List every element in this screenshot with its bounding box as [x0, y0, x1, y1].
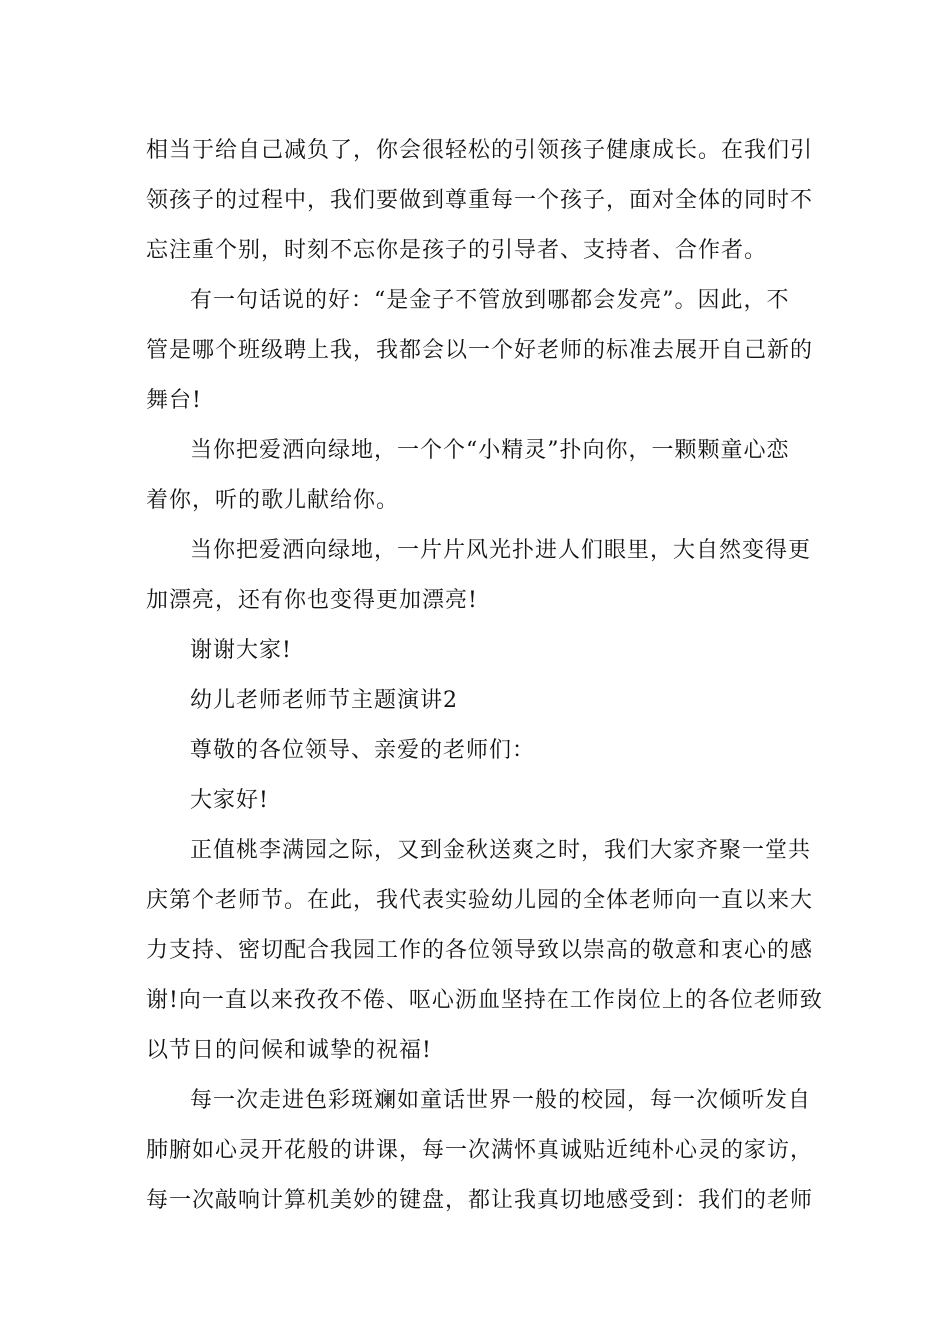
- paragraph-line: 忘注重个别，时刻不忘你是孩子的引导者、支持者、合作者。: [146, 238, 768, 263]
- paragraph-line: 舞台!: [146, 388, 202, 413]
- paragraph-1: [146, 126, 814, 276]
- paragraph-line: 庆第个老师节。在此，我代表实验幼儿园的全体老师向一直以来大: [146, 888, 814, 913]
- document-body: [146, 126, 823, 1226]
- paragraph-line: 管是哪个班级聘上我，我都会以一个好老师的标准去展开自己新的: [146, 338, 814, 363]
- paragraph-3: [146, 426, 811, 526]
- paragraph-10: [146, 1076, 814, 1226]
- paragraph-line: 当你把爱洒向绿地，一片片风光扑进人们眼里，大自然变得更: [190, 538, 812, 563]
- paragraph-line: 加漂亮，还有你也变得更加漂亮!: [146, 588, 478, 613]
- closing-thanks: 谢谢大家!: [190, 638, 292, 663]
- paragraph-line: 力支持、密切配合我园工作的各位领导致以崇高的敬意和衷心的感: [146, 938, 814, 963]
- paragraph-line: 当你把爱洒向绿地，一个个“小精灵”扑向你，一颗颗童心恋: [190, 438, 790, 463]
- salutation: 尊敬的各位领导、亲爱的老师们：: [190, 738, 536, 763]
- paragraph-line: 以节日的问候和诚挚的祝福!: [146, 1038, 432, 1063]
- paragraph-line: 相当于给自己减负了，你会很轻松的引领孩子健康成长。在我们引: [146, 138, 814, 163]
- paragraph-4: [146, 526, 811, 626]
- paragraph-line: 每一次走进色彩斑斓如童话世界一般的校园，每一次倾听发自: [190, 1088, 812, 1113]
- paragraph-line: 肺腑如心灵开花般的讲课，每一次满怀真诚贴近纯朴心灵的家访，: [146, 1138, 814, 1163]
- paragraph-line: 有一句话说的好：“是金子不管放到哪都会发亮”。因此，不: [190, 288, 790, 313]
- paragraph-line: 领孩子的过程中，我们要做到尊重每一个孩子，面对全体的同时不: [146, 188, 814, 213]
- paragraph-6: [146, 676, 811, 726]
- greeting: 大家好!: [190, 788, 269, 813]
- paragraph-7: [146, 726, 811, 776]
- section-heading: 幼儿老师老师节主题演讲2: [190, 688, 458, 713]
- paragraph-line: 着你，听的歌儿献给你。: [146, 488, 400, 513]
- paragraph-2: [146, 276, 814, 426]
- paragraph-line: 每一次敲响计算机美妙的键盘，都让我真切地感受到：我们的老师: [146, 1188, 814, 1213]
- paragraph-line: 正值桃李满园之际，又到金秋送爽之时，我们大家齐聚一堂共: [190, 838, 812, 863]
- paragraph-5: [146, 626, 811, 676]
- paragraph-8: [146, 776, 811, 826]
- paragraph-9: [146, 826, 823, 1076]
- paragraph-line: 谢!向一直以来孜孜不倦、呕心沥血坚持在工作岗位上的各位老师致: [146, 988, 823, 1013]
